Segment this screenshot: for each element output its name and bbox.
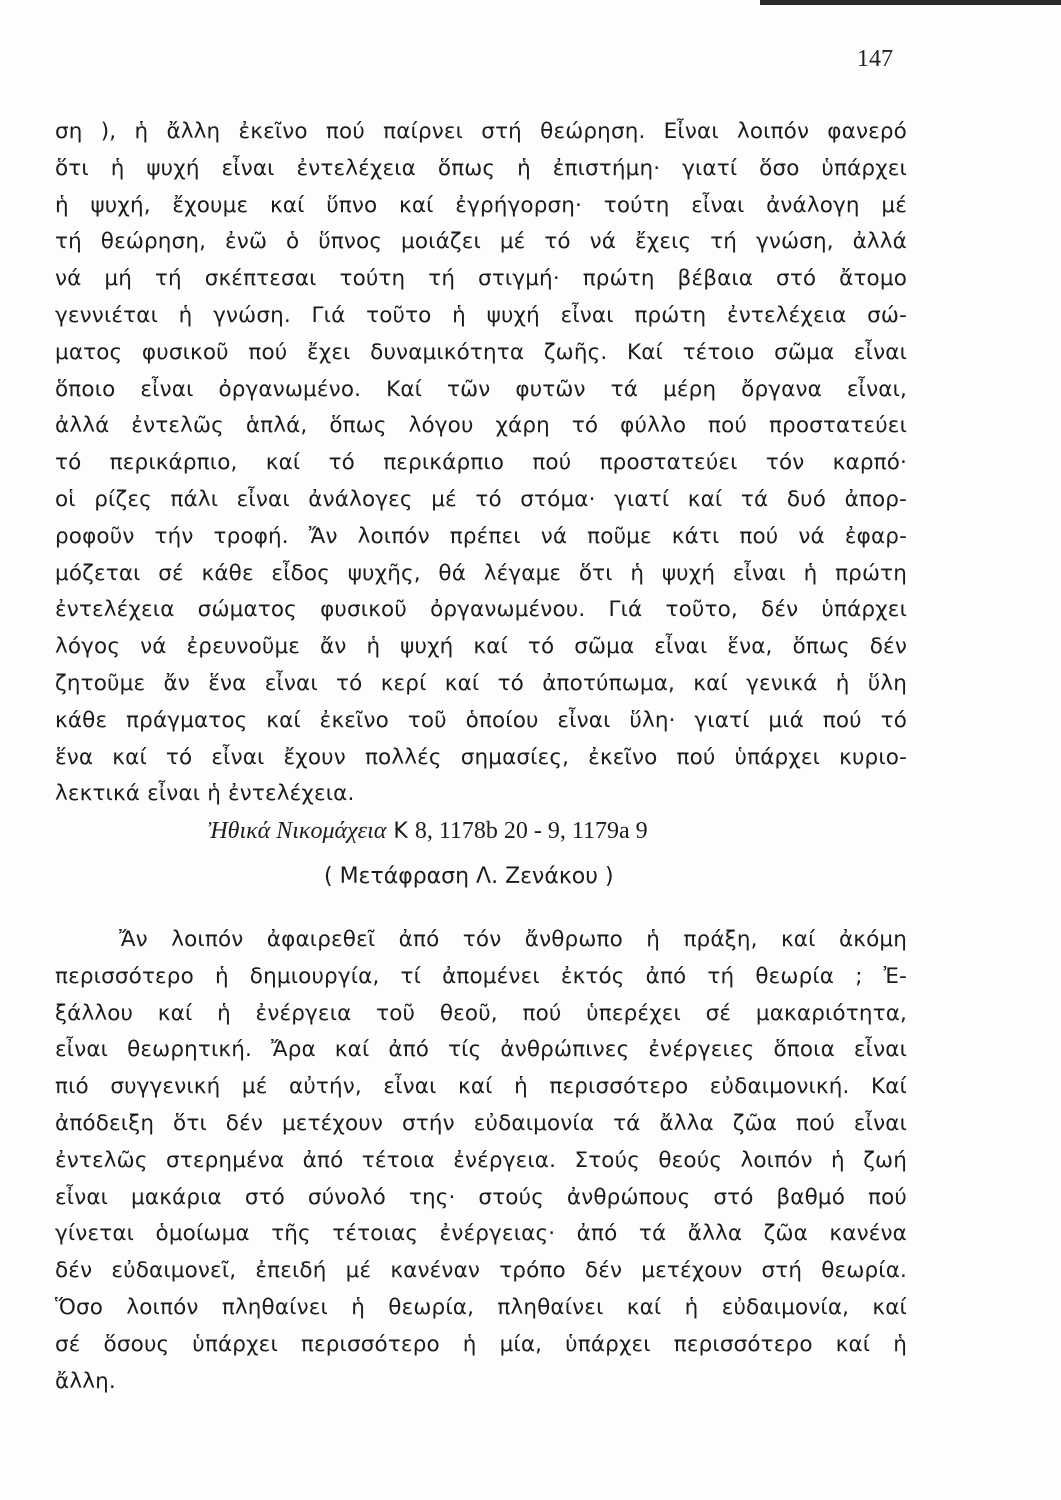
- passage-line: πιό συγγενική μέ αὐτήν, εἶναι καί ἡ περισσότερο εὐδαιμονική. Καί: [55, 1074, 907, 1100]
- passage-nicomachean-ethics: [55, 922, 907, 1400]
- passage-line: ζητοῦμε ἄν ἕνα εἶναι τό κερί καί τό ἀποτύπωμα, καί γενικά ἡ ὕλη: [55, 670, 907, 696]
- passage-line: γίνεται ὁμοίωμα τῆς τέτοιας ἐνέργειας· ἀπό τά ἄλλα ζῶα κανένα: [55, 1221, 907, 1247]
- passage-line: εἶναι θεωρητική. Ἄρα καί ἀπό τίς ἀνθρώπινες ἐνέργειες ὅποια εἶναι: [55, 1037, 907, 1063]
- passage-line: γεννιέται ἡ γνώση. Γιά τοῦτο ἡ ψυχή εἶναι πρώτη ἐντελέχεια σώ-: [55, 302, 907, 328]
- passage-line: ἡ ψυχή, ἔχουμε καί ὕπνο καί ἐγρήγορση· τούτη εἶναι ἀνάλογη μέ: [55, 192, 907, 218]
- passage-de-anima: [55, 114, 907, 813]
- passage-line: περισσότερο ἡ δημιουργία, τί ἀπομένει ἐκτός ἀπό τή θεωρία ; Ἐ-: [55, 963, 907, 989]
- passage-line: ἄλλη.: [55, 1368, 116, 1394]
- passage-line: τό περικάρπιο, καί τό περικάρπιο πού προστατεύει τόν καρπό·: [55, 450, 907, 476]
- passage-line: ὅποιο εἶναι ὀργανωμένο. Καί τῶν φυτῶν τά μέρη ὄργανα εἶναι,: [55, 376, 907, 402]
- passage-line: ροφοῦν τήν τροφή. Ἄν λοιπόν πρέπει νά ποῦμε κάτι πού νά ἐφαρ-: [55, 523, 907, 549]
- citation-translation: ( Μετάφραση Λ. Ζενάκου ): [324, 864, 614, 889]
- citation-source: [208, 818, 648, 845]
- passage-line: τή θεώρηση, ἐνῶ ὁ ὕπνος μοιάζει μέ τό νά ἔχεις τή γνώση, ἀλλά: [55, 229, 907, 255]
- passage-line: ἀπόδειξη ὅτι δέν μετέχουν στήν εὐδαιμονία τά ἄλλα ζῶα πού εἶναι: [55, 1110, 907, 1136]
- passage-line: ἕνα καί τό εἶναι ἔχουν πολλές σημασίες, ἐκεῖνο πού ὑπάρχει κυριο-: [55, 744, 907, 770]
- citation-title: Ἠθικά Νικομάχεια: [208, 818, 387, 844]
- passage-line: ματος φυσικοῦ πού ἔχει δυναμικότητα ζωῆς. Καί τέτοιο σῶμα εἶναι: [55, 339, 907, 365]
- passage-line: ἐντελῶς στερημένα ἀπό τέτοια ἐνέργεια. Στούς θεούς λοιπόν ἡ ζωή: [55, 1147, 907, 1173]
- passage-line: ἀλλά ἐντελῶς ἁπλά, ὅπως λόγου χάρη τό φύλλο πού προστατεύει: [55, 413, 907, 439]
- passage-line: δέν εὐδαιμονεῖ, ἐπειδή μέ κανέναν τρόπο δέν μετέχουν στή θεωρία.: [55, 1258, 907, 1284]
- passage-line: νά μή τή σκέπτεσαι τούτη τή στιγμή· πρώτη βέβαια στό ἄτομο: [55, 266, 907, 292]
- passage-line: Ἄν λοιπόν ἀφαιρεθεῖ ἀπό τόν ἄνθρωπο ἡ πράξη, καί ἀκόμη: [119, 927, 907, 952]
- passage-line: Ὅσο λοιπόν πληθαίνει ἡ θεωρία, πληθαίνει καί ἡ εὐδαιμονία, καί: [55, 1294, 907, 1320]
- passage-line: σέ ὅσους ὑπάρχει περισσότερο ἡ μία, ὑπάρχει περισσότερο καί ἡ: [55, 1331, 907, 1357]
- passage-line: οἱ ρίζες πάλι εἶναι ἀνάλογες μέ τό στόμα· γιατί καί τά δυό ἀπορ-: [55, 486, 907, 512]
- passage-line: ση ), ἡ ἄλλη ἐκεῖνο πού παίρνει στή θεώρηση. Εἶναι λοιπόν φανερό: [55, 119, 907, 144]
- page-top-edge: [760, 0, 1061, 5]
- passage-line: λόγος νά ἐρευνοῦμε ἄν ἡ ψυχή καί τό σῶμα εἶναι ἕνα, ὅπως δέν: [55, 634, 907, 660]
- citation-reference: 8, 1178b 20 - 9, 1179a 9: [414, 818, 648, 844]
- passage-line: ὅτι ἡ ψυχή εἶναι ἐντελέχεια ὅπως ἡ ἐπιστήμη· γιατί ὅσο ὑπάρχει: [55, 155, 907, 181]
- page-number: 147: [857, 46, 893, 72]
- passage-line: μόζεται σέ κάθε εἶδος ψυχῆς, θά λέγαμε ὅτι ἡ ψυχή εἶναι ἡ πρώτη: [55, 560, 907, 586]
- passage-line: εἶναι μακάρια στό σύνολό της· στούς ἀνθρώπους στό βαθμό πού: [55, 1184, 907, 1210]
- citation-book: Κ: [393, 819, 408, 844]
- passage-line: ξάλλου καί ἡ ἐνέργεια τοῦ θεοῦ, πού ὑπερέχει σέ μακαριότητα,: [55, 1000, 907, 1026]
- passage-line: κάθε πράγματος καί ἐκεῖνο τοῦ ὁποίου εἶναι ὕλη· γιατί μιά πού τό: [55, 707, 907, 733]
- passage-line: ἐντελέχεια σώματος φυσικοῦ ὀργανωμένου. Γιά τοῦτο, δέν ὑπάρχει: [55, 597, 907, 623]
- passage-line: λεκτικά εἶναι ἡ ἐντελέχεια.: [55, 781, 355, 807]
